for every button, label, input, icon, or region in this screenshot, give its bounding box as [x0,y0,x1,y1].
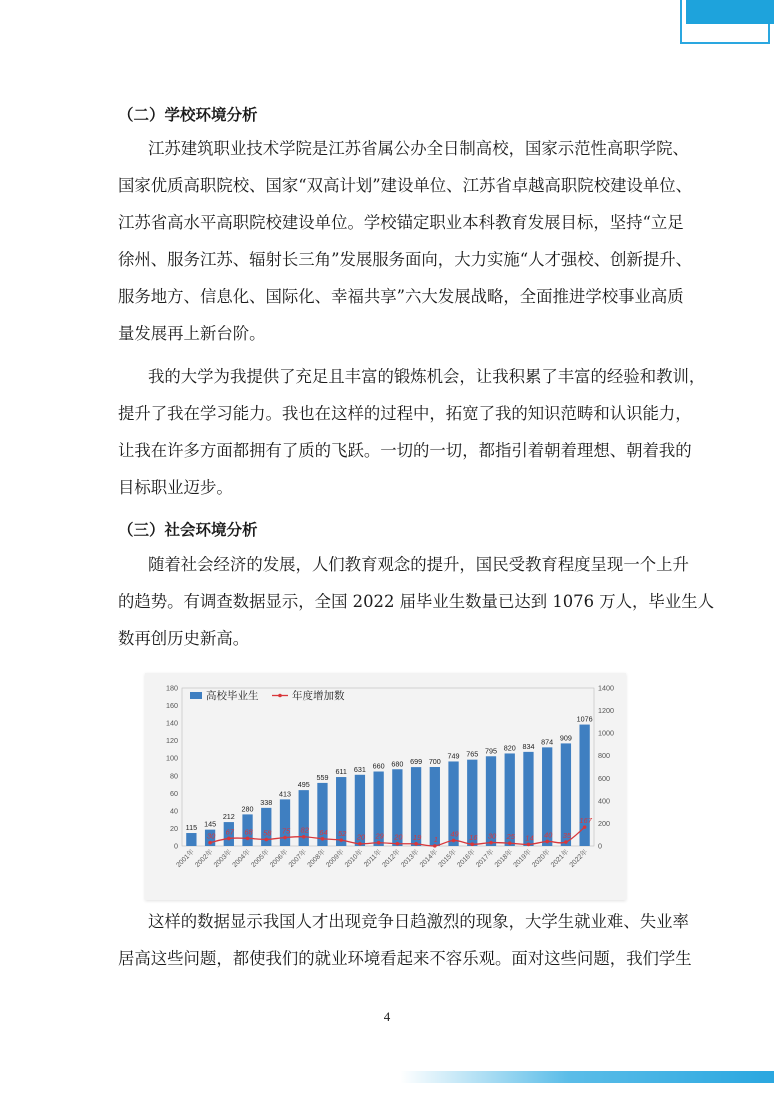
right-axis-tick-label: 0 [598,841,602,851]
bar-value-label: 749 [447,751,460,761]
bar-value-label: 559 [316,772,329,782]
text-line: 随着社会经济的发展，人们教育观念的提升，国民受教育程度呈现一个上升 [148,555,689,574]
bar-value-label: 795 [485,746,497,756]
increase-value-label: 35 [562,831,572,841]
legend-bar-swatch [190,692,202,699]
increase-point [527,843,531,847]
bar-value-label: 280 [241,804,254,814]
increase-value-label: 75 [281,826,291,836]
text-line: 徐州、服务江苏、辐射长三角”发展服务面向，大力实施“人才强校、创新提升、 [118,250,693,269]
x-axis-label: 2004年 [231,848,252,869]
increase-point [508,841,512,845]
footer-gradient-bar [400,1071,774,1083]
x-axis-label: 2003年 [212,848,234,869]
increase-value-label: 19 [412,832,422,842]
bar-value-label: 699 [410,757,423,767]
bar-value-label: 820 [503,743,516,753]
section-heading-school: （二）学校环境分析 [118,106,258,124]
left-axis-tick-label: 180 [166,683,178,693]
increase-value-label: 68 [244,827,253,837]
right-axis-tick-label: 800 [598,751,610,761]
x-axis-label: 2020年 [531,848,552,869]
left-axis-tick-label: 80 [170,771,178,781]
bar-value-label: 212 [222,812,235,822]
text-line: 让我在许多方面都拥有了质的飞跃。一切的一切，都指引着朝着理想、朝着我的 [118,441,692,460]
text-line: 服务地方、信息化、国际化、幸福共享”六大发展战略，全面推进学校事业高质 [118,287,684,306]
increase-value-label: 30 [487,831,497,841]
increase-value-label: 67 [225,827,234,837]
bar-value-label: 631 [353,764,366,774]
increase-point [452,839,456,843]
text-line: 江苏建筑职业技术学院是江苏省属公办全日制高校，国家示范性高职学院、 [148,139,689,158]
increase-point [246,837,250,841]
text-line: 江苏省高水平高职院校建设单位。学校锚定职业本科教育发展目标，坚持“立足 [118,213,684,232]
increase-point [377,841,381,845]
increase-point [302,835,306,839]
bar-value-label: 495 [297,780,310,790]
text-line: 的趋势。有调查数据显示，全国 2022 届毕业生数量已达到 1076 万人，毕业生人 [118,592,714,611]
increase-value-label: 20 [356,832,366,842]
bar-value-label: 115 [185,823,198,833]
increase-value-label: 58 [263,828,272,838]
increase-value-label: 30 [206,831,216,841]
text-line: 居高这些问题，都使我们的就业环境看起来不容乐观。面对这些问题，我们学生 [118,949,692,968]
x-axis-label: 2005年 [250,848,271,869]
x-axis-label: 2016年 [456,848,477,869]
increase-value-label: 20 [394,832,403,842]
bar-value-label: 338 [260,797,273,807]
text-line: 国家优质高职院校、国家“双高计划”建设单位、江苏省卓越高职院校建设单位、 [118,176,693,195]
increase-point [321,837,325,841]
increase-value-label: 49 [450,829,459,839]
left-axis-tick-label: 40 [170,806,178,816]
bar-value-label: 145 [204,819,217,829]
increase-value-label: 29 [375,831,384,841]
bar-value-label: 765 [466,749,479,759]
x-axis-label: 2012年 [381,848,402,869]
x-axis-label: 2017年 [474,848,496,869]
bar-value-label: 611 [335,767,347,777]
text-line: 提升了我在学习能力。我也在这样的过程中，拓宽了我的知识范畴和认识能力， [118,404,692,423]
left-axis-tick-label: 160 [166,701,178,711]
x-axis-label: 2011年 [362,848,384,869]
increase-point [583,825,587,829]
right-axis-tick-label: 200 [598,818,610,828]
increase-value-label: 14 [525,833,534,843]
increase-point [208,841,212,845]
increase-point [414,842,418,846]
left-axis-tick-label: 100 [166,753,178,763]
bar-value-label: 834 [522,741,535,751]
increase-point [339,838,343,842]
x-axis-label: 2014年 [418,848,440,869]
increase-point [227,837,231,841]
x-axis-label: 2019年 [512,848,533,869]
x-axis-label: 2013年 [400,848,421,869]
increase-point [358,842,362,846]
x-axis-label: 2010年 [343,848,365,869]
section-heading-society: （三）社会环境分析 [118,521,258,539]
bar [523,752,533,846]
text-line: 我的大学为我提供了充足且丰富的锻炼机会，让我积累了丰富的经验和教训， [148,367,706,386]
left-axis-tick-label: 120 [166,736,178,746]
left-axis-tick-label: 140 [166,718,178,728]
right-axis-tick-label: 1000 [598,728,614,738]
corner-decoration [680,0,774,46]
increase-point [545,840,549,844]
page-number: 4 [383,1009,391,1024]
increase-value-label: 167 [579,816,592,826]
increase-point [433,844,437,848]
right-axis-tick-label: 1400 [598,683,614,693]
bar [186,833,196,846]
bar-value-label: 660 [372,761,385,771]
x-axis-label: 2002年 [194,848,215,869]
increase-point [564,840,568,844]
x-axis-label: 2022年 [568,848,590,869]
increase-point [264,838,268,842]
text-line: 数再创历史新高。 [118,629,250,648]
right-axis-tick-label: 600 [598,773,610,783]
x-axis-label: 2018年 [493,848,515,869]
graduates-chart-svg [145,673,626,900]
left-axis-tick-label: 20 [170,823,178,833]
x-axis-label: 2008年 [306,848,327,869]
increase-value-label: 52 [338,829,347,839]
text-line: 这样的数据显示我国人才出现竞争日趋激烈的现象，大学生就业难、失业率 [148,912,689,931]
right-axis-tick-label: 1200 [598,706,614,716]
increase-point [396,842,400,846]
increase-point [489,841,493,845]
text-line: 目标职业迈步。 [118,478,233,497]
legend-line-marker [278,694,282,698]
increase-value-label: 64 [319,827,328,837]
bar-value-label: 413 [279,789,291,799]
increase-point [283,836,287,840]
bar-value-label: 909 [559,733,572,743]
left-axis-tick-label: 0 [174,841,178,851]
legend-line-label: 年度增加数 [292,690,345,702]
increase-value-label: 40 [544,830,553,840]
x-axis-label: 2001年 [175,848,196,869]
x-axis-label: 2007年 [287,848,309,869]
left-axis-tick-label: 60 [170,788,178,798]
x-axis-label: 2009年 [325,848,346,869]
legend-bar-label: 高校毕业生 [206,690,259,702]
bar-value-label: 874 [541,737,554,747]
increase-value-label: 1 [433,834,438,844]
corner-fill [686,0,774,24]
bar-value-label: 680 [391,759,404,769]
increase-value-label: 16 [469,833,478,843]
increase-value-label: 25 [506,832,515,842]
x-axis-label: 2006年 [268,848,290,869]
bar-value-label: 1076 [576,714,593,724]
right-axis-tick-label: 400 [598,796,610,806]
x-axis-label: 2021年 [549,848,571,869]
increase-point [470,842,474,846]
x-axis-label: 2015年 [437,848,458,869]
increase-value-label: 82 [300,825,309,835]
bar-value-label: 700 [428,757,441,766]
text-line: 量发展再上新台阶。 [118,324,266,343]
graduates-chart [145,673,626,900]
